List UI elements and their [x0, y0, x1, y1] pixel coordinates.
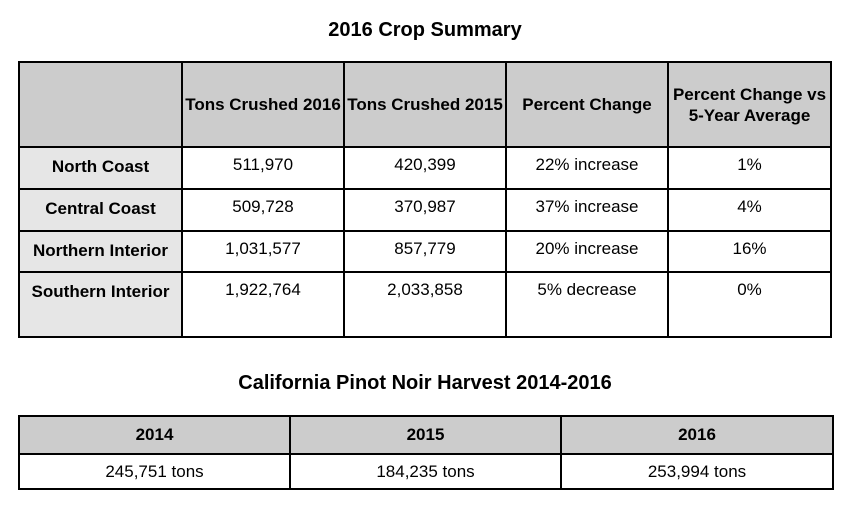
- table-row: [19, 147, 831, 189]
- tons-2016-cell: 1,922,764: [182, 272, 344, 337]
- percent-change-cell: 22% increase: [506, 147, 668, 189]
- header-year-2014: 2014: [19, 416, 290, 454]
- percent-vs-average-cell: 16%: [668, 231, 831, 272]
- tons-2015-cell: 420,399: [344, 147, 506, 189]
- header-row: [19, 62, 831, 147]
- region-cell: North Coast: [19, 147, 182, 189]
- tons-2015-cell: 370,987: [344, 189, 506, 231]
- header-tons-2016: Tons Crushed 2016: [182, 62, 344, 147]
- table-row: [19, 231, 831, 272]
- percent-vs-average-cell: 1%: [668, 147, 831, 189]
- crop-summary-table: [18, 61, 832, 338]
- percent-change-cell: 37% increase: [506, 189, 668, 231]
- table-row: [19, 272, 831, 337]
- tons-2016-cell: 1,031,577: [182, 231, 344, 272]
- region-cell: Central Coast: [19, 189, 182, 231]
- region-cell: Northern Interior: [19, 231, 182, 272]
- header-percent-vs-average: Percent Change vs 5-Year Average: [668, 62, 831, 147]
- percent-vs-average-cell: 0%: [668, 272, 831, 337]
- tons-2016-cell: 511,970: [182, 147, 344, 189]
- header-row: [19, 416, 833, 454]
- harvest-2016-cell: 253,994 tons: [561, 454, 833, 489]
- percent-change-cell: 5% decrease: [506, 272, 668, 337]
- header-year-2016: 2016: [561, 416, 833, 454]
- header-year-2015: 2015: [290, 416, 561, 454]
- percent-vs-average-cell: 4%: [668, 189, 831, 231]
- tons-2016-cell: 509,728: [182, 189, 344, 231]
- tons-2015-cell: 2,033,858: [344, 272, 506, 337]
- table-row: [19, 189, 831, 231]
- pinot-harvest-title: California Pinot Noir Harvest 2014-2016: [238, 372, 612, 394]
- header-tons-2015: Tons Crushed 2015: [344, 62, 506, 147]
- table-row: [19, 454, 833, 489]
- percent-change-cell: 20% increase: [506, 231, 668, 272]
- header-percent-change: Percent Change: [506, 62, 668, 147]
- header-cell-empty: [19, 62, 182, 147]
- harvest-2015-cell: 184,235 tons: [290, 454, 561, 489]
- region-cell: Southern Interior: [19, 272, 182, 337]
- harvest-2014-cell: 245,751 tons: [19, 454, 290, 489]
- pinot-harvest-table: [18, 415, 834, 490]
- crop-summary-title: 2016 Crop Summary: [328, 19, 522, 41]
- tons-2015-cell: 857,779: [344, 231, 506, 272]
